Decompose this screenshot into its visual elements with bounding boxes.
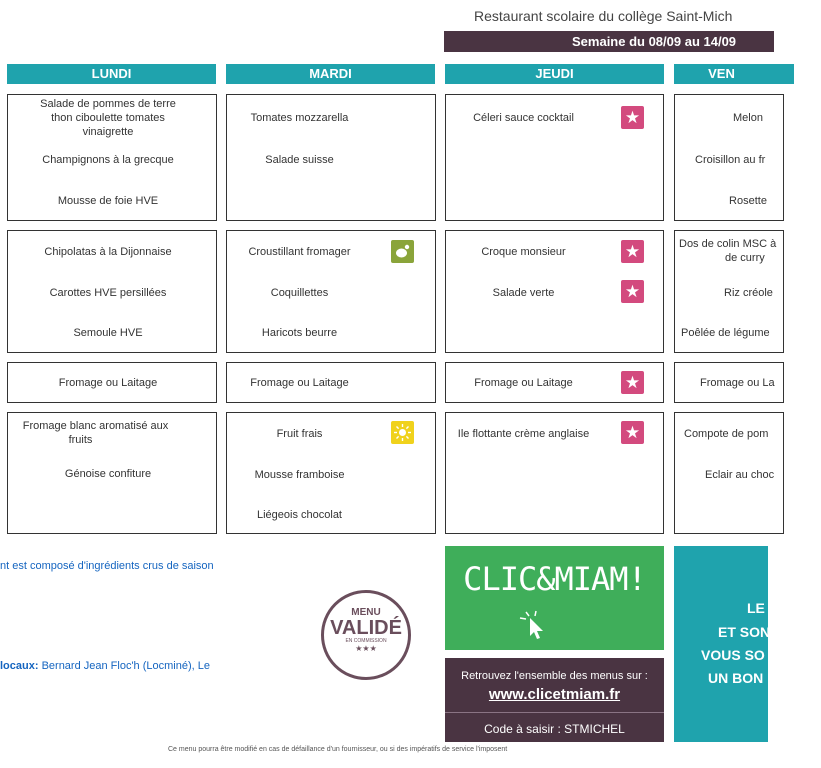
sun-icon xyxy=(391,421,414,444)
promo-line-1: LE xyxy=(747,600,765,616)
seasonal-note: nt est composé d'ingrédients crus de saison xyxy=(0,560,214,572)
star-icon: ★ xyxy=(621,280,644,303)
menu-valide-stamp xyxy=(321,590,411,680)
menu-item: Génoise confiture xyxy=(64,468,152,480)
menu-item: Mousse de foie HVE xyxy=(57,195,159,207)
mardi-plats-box xyxy=(226,230,436,353)
menu-item: Rosette xyxy=(729,195,767,207)
menu-item: Eclair au choc xyxy=(705,469,775,481)
menu-item: Champignons à la grecque xyxy=(42,154,174,166)
menu-item: Fromage blanc aromatisé aux xyxy=(22,420,169,432)
menu-item: Tomates mozzarella xyxy=(250,112,349,124)
promo-line-4: UN BON xyxy=(708,670,764,686)
menu-item: Riz créole xyxy=(724,287,773,299)
stamp-stars: ★★★ xyxy=(355,644,377,653)
menu-item: Carottes HVE persillées xyxy=(49,287,167,299)
info-retrouvez: Retrouvez l'ensemble des menus sur : xyxy=(461,670,648,682)
menu-item: thon ciboulette tomates xyxy=(51,112,165,124)
menu-item: Ile flottante crème anglaise xyxy=(457,428,590,440)
menu-item: Chipolatas à la Dijonnaise xyxy=(44,246,172,258)
promo-line-3: VOUS SO xyxy=(701,647,765,663)
jeudi-entrees-box xyxy=(445,94,664,221)
menu-item: Salade suisse xyxy=(265,154,334,166)
school-title: Restaurant scolaire du collège Saint-Mich xyxy=(474,8,733,24)
clicmiam-logo: CLIC&MIAM! xyxy=(463,560,646,598)
menu-item: Fromage ou La xyxy=(700,377,775,389)
star-icon: ★ xyxy=(621,371,644,394)
clicmiam-link[interactable]: www.clicetmiam.fr xyxy=(488,686,621,703)
local-producers-label: locaux: xyxy=(0,660,39,672)
star-icon: ★ xyxy=(621,421,644,444)
week-banner: Semaine du 08/09 au 14/09 xyxy=(444,31,774,52)
menu-item: vinaigrette xyxy=(82,126,134,138)
menu-item: Salade verte xyxy=(492,287,555,299)
promo-box xyxy=(674,546,771,742)
lundi-entrees-box xyxy=(7,94,217,221)
menu-item: Fromage ou Laitage xyxy=(250,377,349,389)
menu-item: de curry xyxy=(725,252,765,264)
lundi-desserts-box xyxy=(7,412,217,534)
menu-item: Croque monsieur xyxy=(481,246,566,258)
info-code: Code à saisir : STMICHEL xyxy=(484,722,625,736)
menu-item: Céleri sauce cocktail xyxy=(473,112,574,124)
day-header-mardi: MARDI xyxy=(226,64,435,84)
vendredi-plats-box xyxy=(674,230,784,353)
leaf-icon xyxy=(391,240,414,263)
jeudi-desserts-box xyxy=(445,412,664,534)
menu-item: Fromage ou Laitage xyxy=(58,377,158,389)
menu-item: Fruit frais xyxy=(276,428,323,440)
stamp-top: MENU xyxy=(351,607,381,618)
promo-line-2: ET SON xyxy=(718,624,771,640)
menu-item: fruits xyxy=(68,434,93,446)
lundi-plats-box xyxy=(7,230,217,353)
local-producers-text: Bernard Jean Floc'h (Locminé), Le xyxy=(38,660,210,672)
menu-item: Melon xyxy=(733,112,763,124)
cursor-icon xyxy=(516,610,550,645)
day-header-lundi: LUNDI xyxy=(7,64,216,84)
menu-item: Fromage ou Laitage xyxy=(474,377,573,389)
stamp-sub: EN COMMISSION xyxy=(345,638,387,644)
mardi-fromage-box xyxy=(226,362,436,403)
info-divider xyxy=(445,712,664,713)
menu-item: Semoule HVE xyxy=(73,327,143,339)
info-box xyxy=(445,658,664,742)
menu-item: Liégeois chocolat xyxy=(256,509,342,521)
menu-item: Dos de colin MSC à xyxy=(679,238,777,250)
lundi-fromage-box xyxy=(7,362,217,403)
menu-item: Croustillant fromager xyxy=(248,246,351,258)
vendredi-entrees-box xyxy=(674,94,784,221)
day-header-jeudi: JEUDI xyxy=(445,64,664,84)
vendredi-desserts-box xyxy=(674,412,784,534)
mardi-entrees-box xyxy=(226,94,436,221)
menu-item: Croisillon au fr xyxy=(695,154,766,166)
star-icon: ★ xyxy=(621,240,644,263)
jeudi-fromage-box xyxy=(445,362,664,403)
menu-item: Poêlée de légume xyxy=(681,327,770,339)
local-producers-note xyxy=(0,660,210,672)
star-icon: ★ xyxy=(621,106,644,129)
footer-disclaimer: Ce menu pourra être modifié en cas de défaillance d'un fournisseur, ou si des impératifs de service l'imposent xyxy=(168,746,508,753)
day-header-vendredi: VEN xyxy=(674,64,794,84)
menu-item: Mousse framboise xyxy=(254,469,345,481)
stamp-main: VALIDÉ xyxy=(330,617,402,639)
jeudi-plats-box xyxy=(445,230,664,353)
vendredi-fromage-box xyxy=(674,362,784,403)
menu-item: Haricots beurre xyxy=(261,327,338,339)
menu-item: Compote de pom xyxy=(684,428,769,440)
mardi-desserts-box xyxy=(226,412,436,534)
menu-item: Coquillettes xyxy=(270,287,329,299)
menu-item: Salade de pommes de terre xyxy=(40,98,176,110)
